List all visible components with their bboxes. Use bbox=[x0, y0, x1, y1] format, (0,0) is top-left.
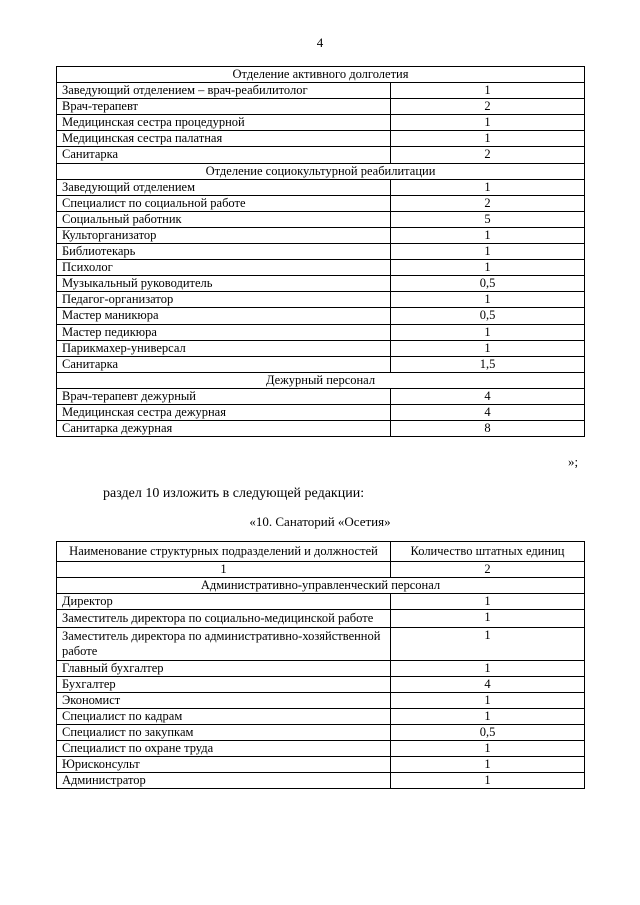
table-row bbox=[57, 661, 585, 677]
row-name: Санитарка bbox=[57, 147, 391, 163]
table-row bbox=[57, 421, 585, 437]
table-row bbox=[57, 276, 585, 292]
table-row bbox=[57, 115, 585, 131]
table-row bbox=[57, 388, 585, 404]
sanatorium-staff-table-body bbox=[57, 542, 585, 789]
row-name: Специалист по кадрам bbox=[57, 709, 391, 725]
staff-table-continued bbox=[56, 66, 585, 437]
row-value: 1 bbox=[391, 227, 585, 243]
row-value: 1 bbox=[391, 709, 585, 725]
table-row bbox=[57, 324, 585, 340]
section-row bbox=[57, 578, 585, 594]
row-name: Санитарка bbox=[57, 356, 391, 372]
row-value: 1 bbox=[391, 661, 585, 677]
row-name: Медицинская сестра процедурной bbox=[57, 115, 391, 131]
row-name: Специалист по социальной работе bbox=[57, 195, 391, 211]
row-value: 0,5 bbox=[391, 308, 585, 324]
row-value: 2 bbox=[391, 195, 585, 211]
row-name: Психолог bbox=[57, 260, 391, 276]
row-value: 1 bbox=[391, 693, 585, 709]
table-row bbox=[57, 340, 585, 356]
row-value: 1 bbox=[391, 179, 585, 195]
row-value: 5 bbox=[391, 211, 585, 227]
row-value: 1 bbox=[391, 260, 585, 276]
header-name: Наименование структурных подразделений и должностей bbox=[57, 542, 391, 562]
amendment-instruction: раздел 10 изложить в следующей редакции: bbox=[103, 486, 365, 501]
row-value: 1 bbox=[391, 628, 585, 661]
staff-table-body bbox=[57, 67, 585, 437]
table-row bbox=[57, 693, 585, 709]
row-name: Специалист по закупкам bbox=[57, 725, 391, 741]
table-row bbox=[57, 83, 585, 99]
table-row bbox=[57, 725, 585, 741]
table-row bbox=[57, 709, 585, 725]
table-row bbox=[57, 741, 585, 757]
row-value: 1 bbox=[391, 131, 585, 147]
row-name: Заведующий отделением – врач-реабилитолог bbox=[57, 83, 391, 99]
column-number-1: 1 bbox=[57, 562, 391, 578]
row-name: Мастер маникюра bbox=[57, 308, 391, 324]
row-name: Социальный работник bbox=[57, 211, 391, 227]
table-row bbox=[57, 211, 585, 227]
row-value: 1 bbox=[391, 757, 585, 773]
row-name: Главный бухгалтер bbox=[57, 661, 391, 677]
column-number-2: 2 bbox=[391, 562, 585, 578]
row-name: Парикмахер-универсал bbox=[57, 340, 391, 356]
table-row bbox=[57, 773, 585, 789]
row-name: Заместитель директора по социально-медицинской работе bbox=[57, 610, 391, 628]
row-name: Юрисконсульт bbox=[57, 757, 391, 773]
row-value: 0,5 bbox=[391, 276, 585, 292]
row-value: 1 bbox=[391, 292, 585, 308]
row-name: Культорганизатор bbox=[57, 227, 391, 243]
row-name: Мастер педикюра bbox=[57, 324, 391, 340]
table-row bbox=[57, 147, 585, 163]
table-row bbox=[57, 404, 585, 420]
row-value: 1 bbox=[391, 115, 585, 131]
section-header: Отделение активного долголетия bbox=[57, 67, 585, 83]
row-value: 1 bbox=[391, 610, 585, 628]
row-name: Библиотекарь bbox=[57, 244, 391, 260]
row-value: 1 bbox=[391, 773, 585, 789]
row-name: Медицинская сестра дежурная bbox=[57, 404, 391, 420]
table-row bbox=[57, 131, 585, 147]
table-row bbox=[57, 179, 585, 195]
section-header: Отделение социокультурной реабилитации bbox=[57, 163, 585, 179]
row-value: 8 bbox=[391, 421, 585, 437]
table-row bbox=[57, 260, 585, 276]
section-row bbox=[57, 372, 585, 388]
row-name: Администратор bbox=[57, 773, 391, 789]
section-row bbox=[57, 67, 585, 83]
section-title: «10. Санаторий «Осетия» bbox=[249, 514, 391, 529]
table-row bbox=[57, 628, 585, 661]
table-row bbox=[57, 356, 585, 372]
section-row bbox=[57, 163, 585, 179]
row-value: 1 bbox=[391, 594, 585, 610]
table-row bbox=[57, 757, 585, 773]
row-name: Заместитель директора по административно-хозяйственной работе bbox=[57, 628, 391, 661]
row-value: 2 bbox=[391, 99, 585, 115]
row-name: Бухгалтер bbox=[57, 677, 391, 693]
column-number-row bbox=[57, 562, 585, 578]
header-count: Количество штатных единиц bbox=[391, 542, 585, 562]
row-value: 4 bbox=[391, 388, 585, 404]
page-number: 4 bbox=[316, 35, 324, 50]
table-row bbox=[57, 677, 585, 693]
table-row bbox=[57, 594, 585, 610]
row-name: Врач-терапевт дежурный bbox=[57, 388, 391, 404]
row-value: 4 bbox=[391, 677, 585, 693]
row-name: Педагог-организатор bbox=[57, 292, 391, 308]
table-row bbox=[57, 292, 585, 308]
row-name: Экономист bbox=[57, 693, 391, 709]
row-value: 1 bbox=[391, 244, 585, 260]
row-name: Специалист по охране труда bbox=[57, 741, 391, 757]
row-value: 4 bbox=[391, 404, 585, 420]
row-value: 1 bbox=[391, 324, 585, 340]
table-row bbox=[57, 244, 585, 260]
row-value: 1 bbox=[391, 83, 585, 99]
row-name: Директор bbox=[57, 594, 391, 610]
row-value: 0,5 bbox=[391, 725, 585, 741]
row-name: Медицинская сестра палатная bbox=[57, 131, 391, 147]
table-row bbox=[57, 308, 585, 324]
table-row bbox=[57, 99, 585, 115]
section-header: Дежурный персонал bbox=[57, 372, 585, 388]
row-name: Заведующий отделением bbox=[57, 179, 391, 195]
row-name: Музыкальный руководитель bbox=[57, 276, 391, 292]
section-header: Административно-управленческий персонал bbox=[57, 578, 585, 594]
row-value: 1,5 bbox=[391, 356, 585, 372]
row-value: 2 bbox=[391, 147, 585, 163]
table-row bbox=[57, 610, 585, 628]
row-name: Врач-терапевт bbox=[57, 99, 391, 115]
row-name: Санитарка дежурная bbox=[57, 421, 391, 437]
table-row bbox=[57, 227, 585, 243]
closing-quote-mark: »; bbox=[568, 454, 579, 469]
row-value: 1 bbox=[391, 340, 585, 356]
row-value: 1 bbox=[391, 741, 585, 757]
header-row bbox=[57, 542, 585, 562]
table-row bbox=[57, 195, 585, 211]
sanatorium-staff-table bbox=[56, 541, 585, 789]
